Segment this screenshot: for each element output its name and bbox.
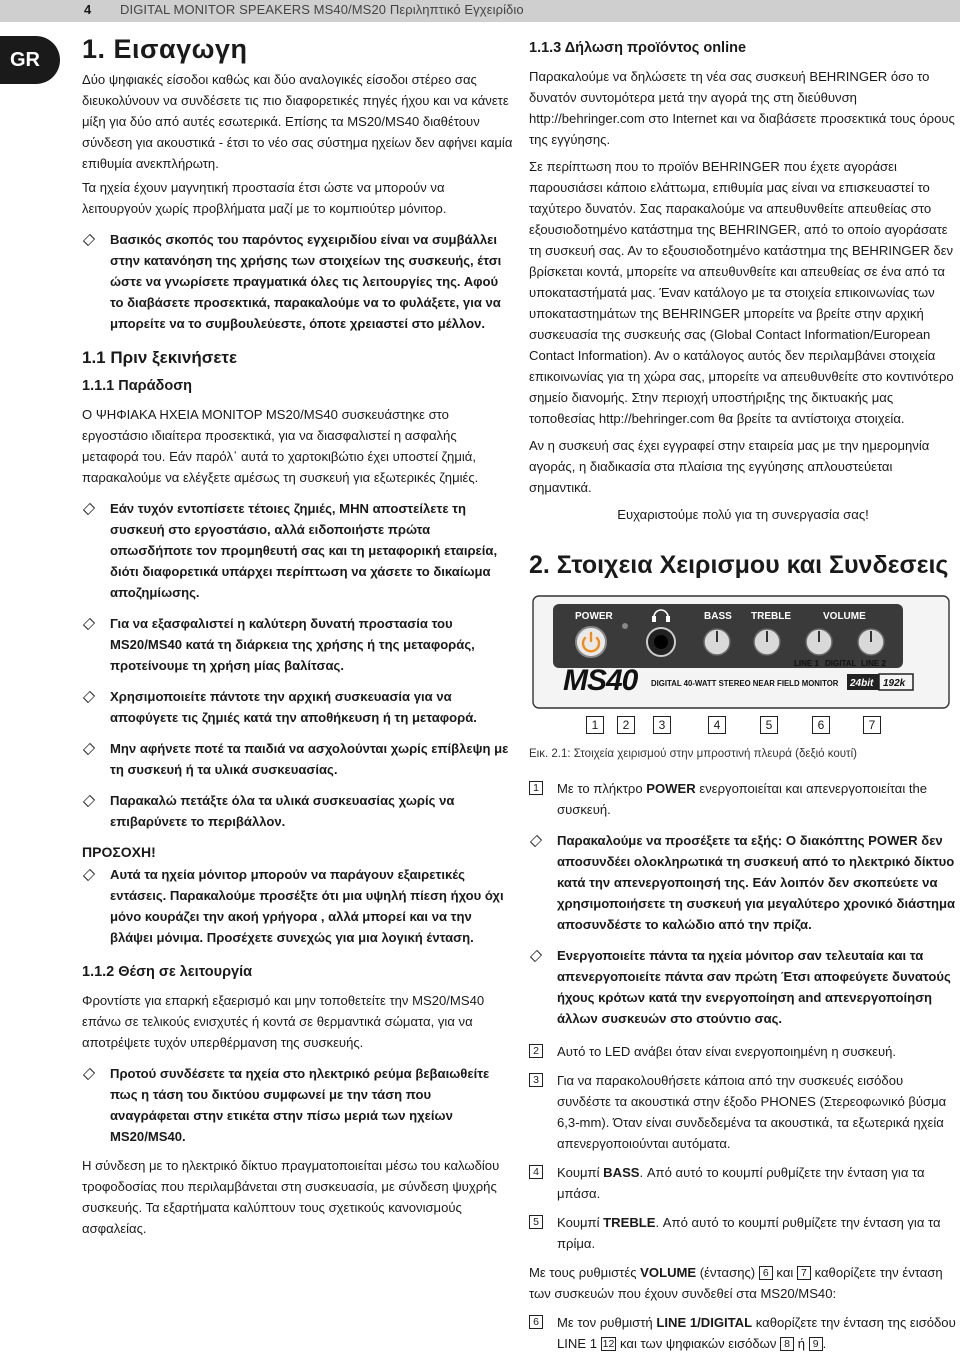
volume-label: VOLUME [823, 611, 866, 622]
figure-caption: Εικ. 2.1: Στοιχεία χειρισμού στην μπροστινή πλευρά (δεξιό κουτί) [529, 748, 857, 760]
operation-paragraph: Φροντίστε για επαρκή εξαερισμό και μην τοποθετείτε την MS20/MS40 επάνω σε τελικούς ενισχυτές ή κοντά σε θερμαντικά σώματα, για να αποτρέψετε τυχόν υπερθέρμανση της συσκευής. [82, 993, 485, 1050]
delivery-bullet: Παρακαλώ πετάξτε όλα τα υλικά συσκευασίας χωρίς να επιβαρύνετε το περιβάλλον. [82, 790, 514, 832]
control-item-3: 3 Για να παρακολουθήσετε κάποια από την συσκευές εισόδου συνδέστε τα ακουστικά στην έξοδο PHONES (Στερεοφωνικό βύσμα 6,3-mm). Όταν είναι συνδεδεμένα τα ακουστικά, τα εξωτερικά ηχεία απενεργοποιούνται αυτόματα. [529, 1070, 957, 1154]
svg-text:24bit: 24bit [850, 678, 874, 689]
heading-online-registration: 1.1.3 Δήλωση προϊόντος online [529, 40, 747, 56]
diamond-bullet-icon [83, 691, 94, 702]
callout-7: 7 [863, 716, 881, 734]
diamond-bullet-icon [83, 795, 94, 806]
control-item-2: 2 Αυτό το LED ανάβει όταν είναι ενεργοποιημένη η συσκευή. [529, 1041, 957, 1062]
callout-2: 2 [617, 716, 635, 734]
ms40-logo: MS40 [563, 664, 638, 697]
intro-paragraph-2: Τα ηχεία έχουν μαγνητική προστασία έτσι ώστε να μπορούν να λειτουργούν χωρίς προβλήματα μαζί με το κομπιούτερ μόνιτορ. [82, 180, 447, 216]
intro-paragraph-1: Δύο ψηφιακές είσοδοι καθώς και δύο αναλογικές είσοδοι στέρεο σας διευκολύνουν να συνδέσετε τις πιο διαφορετικές πηγές ήχου και να κάνετε μίξη για δύο από αυτές εσωτερικά. Επίσης τα MS20/MS40 διαθέτουν σύνδεση για ακουστικά - έτσι το νέο σας σύστημα ηχείων δεν αφήνει καμία επιθυμία ανεκπλήρωτη. [82, 72, 513, 171]
model-description: DIGITAL 40-WATT STEREO NEAR FIELD MONITOR [651, 679, 839, 688]
delivery-bullet: Για να εξασφαλιστεί η καλύτερη δυνατή προστασία του MS20/MS40 κατά τη διάρκεια της χρήσης ή της μεταφοράς, προτείνουμε τη χρήση μίας βαλίτσας. [82, 613, 514, 676]
power-label: POWER [575, 611, 613, 622]
item-number-badge: 1 [529, 781, 543, 795]
phones-jack [647, 628, 675, 656]
right-column [529, 40, 957, 1362]
diamond-bullet-icon [530, 835, 541, 846]
warranty-paragraph-2: Αν η συσκευή σας έχει εγγραφεί στην εταιρεία μας με την ημερομηνία αγοράς, η διαδικασία στα πλαίσια της εγγύησης απλουστεύεται σημαντικά. [529, 438, 930, 495]
diamond-bullet-icon [83, 869, 94, 880]
item-number-badge: 4 [529, 1165, 543, 1179]
diamond-bullet-icon [83, 1068, 94, 1079]
callout-4: 4 [708, 716, 726, 734]
heading-operation: 1.1.2 Θέση σε λειτουργία [82, 964, 253, 980]
digital-label: DIGITAL [825, 659, 857, 668]
left-column [82, 34, 514, 1242]
callout-numbers [529, 716, 957, 738]
page-number: 4 [84, 2, 92, 17]
section-title-introduction: 1. Εισαγωγη [82, 34, 248, 64]
front-panel-illustration [529, 594, 957, 714]
callout-6: 6 [812, 716, 830, 734]
diamond-bullet-icon [83, 503, 94, 514]
delivery-paragraph: Ο ΨΗΦΙΑΚΑ ΗΧΕΙΑ MONITOP MS20/MS40 συσκευάστηκε στο εργοστάσιο ιδιαίτερα προσεκτικά, για να διασφαλιστεί η ασφαλής μεταφορά του. Εάν παρόλ᾽ αυτά το χαρτοκιβώτιο έχει υποστεί ζημιά, παρακαλούμε να ελέγξετε αμέσως τη συσκευή για εξωτερικές ζημιές. [82, 407, 479, 485]
item-number-badge: 5 [529, 1215, 543, 1229]
thanks-text: Ευχαριστούμε πολύ για τη συνεργασία σας! [617, 507, 869, 522]
warning-bullet: Αυτά τα ηχεία μόνιτορ μπορούν να παράγουν εξαιρετικές εντάσεις. Παρακαλούμε προσέξτε ότι μια υψηλή πίεση ήχου όχι μόνο κουράζει την ακοή γρήγορα , αλλά μπορεί και να την βλάψει μόνιμα. Προσέχετε συνεχώς για μια λογική ένταση. [82, 864, 514, 948]
mains-paragraph: Η σύνδεση με το ηλεκτρικό δίκτυο πραγματοποιείται μέσω του καλωδίου τροφοδοσίας που περιλαμβάνεται στη συσκευασία, με σύνδεση ψυχρής συσκευής. Τα εξαρτήματα καλύπτουν τους σχετικούς κανονισμούς ασφαλείας. [82, 1158, 500, 1236]
control-item-6: 6 Με τον ρυθμιστή LINE 1/DIGITAL καθορίζετε την ένταση της εισόδου LINE 1 12 και των ψηφιακών εισόδων 8 ή 9 . [529, 1312, 957, 1354]
item-number-badge: 2 [529, 1044, 543, 1058]
online-paragraph: Παρακαλούμε να δηλώσετε τη νέα σας συσκευή BEHRINGER όσο το δυνατόν συντομότερα μετά την αγορά της στη διεύθυνση http://behringer.com στο Internet και να διαβάσετε προσεκτικά τους όρους της εγγύησης. [529, 69, 955, 147]
warning-title: ΠΡΟΣΟΧΗ! [82, 844, 156, 860]
callout-3: 3 [653, 716, 671, 734]
delivery-bullet: Χρησιμοποιείτε πάντοτε την αρχική συσκευασία για να αποφύγετε τις ζημιές κατά την αποθήκευση ή τη μεταφορά. [82, 686, 514, 728]
item-number-badge: 3 [529, 1073, 543, 1087]
delivery-bullet: Εάν τυχόν εντοπίσετε τέτοιες ζημιές, ΜΗΝ αποστείλετε τη συσκευή στο εργοστάσιο, αλλά ειδοποιήστε πρώτα οπωσδήποτε τον προμηθευτή σας και τη μεταφορική εταιρεία, διότι διαφορετικά υπάρχει περίπτωση να χάσετε το δικαίωμα αποζημίωσης. [82, 498, 514, 603]
volume-paragraph: Με τους ρυθμιστές VOLUME (έντασης) 6 και 7 καθορίζετε την ένταση των συσκευών που έχουν συνδεθεί στα MS20/MS40: [529, 1265, 943, 1301]
callout-5: 5 [760, 716, 778, 734]
line2-label: LINE 2 [861, 659, 886, 668]
intro-bullet: Βασικός σκοπός του παρόντος εγχειριδίου είναι να συμβάλλει στην κατανόηση της χρήσης των στοιχείων της συσκευής, έτσι ώστε να γνωρίσετε πραγματικά όλες τις λειτουργίες της. Αφού το διαβάσετε προσεκτικά, παρακαλούμε να το φυλάξετε, για να μπορείτε να το συμβουλεύεστε, όποτε χρειαστεί στο μέλλον. [82, 229, 514, 334]
operation-bullet: Προτού συνδέσετε τα ηχεία στο ηλεκτρικό ρεύμα βεβαιωθείτε πως η τάση του δικτύου συμφωνεί με την τάση που αναγράφεται στην ετικέτα στην πίσω μεριά των ηχείων MS20/MS40. [82, 1063, 514, 1147]
control-item-4: 4 Κουμπί BASS. Από αυτό το κουμπί ρυθμίζετε την ένταση για τα μπάσα. [529, 1162, 957, 1204]
line1-label: LINE 1 [794, 659, 819, 668]
page-header [0, 0, 960, 22]
bass-label: BASS [704, 611, 732, 622]
header-title: DIGITAL MONITOR SPEAKERS MS40/MS20 Περιληπτικό Εγχειρίδιο [120, 2, 524, 17]
control-item-5: 5 Κουμπί TREBLE. Από αυτό το κουμπί ρυθμίζετε την ένταση για τα πρίμα. [529, 1212, 957, 1254]
power-bullet: Παρακαλούμε να προσέξετε τα εξής: Ο διακόπτης POWER δεν αποσυνδέει ολοκληρωτικά τη συσκευή από το ηλεκτρικό δίκτυο κατά την απενεργοποιησή της. Εάν λοιπόν δεν σκοπεύετε να χρησιμοποιήσετε τη συσκευή για μεγαλύτερο χρονικό διάστημα αποσυνδέστε το καλώδιο από την πρίζα. [529, 830, 957, 935]
power-led [622, 623, 628, 629]
power-bullet: Ενεργοποιείτε πάντα τα ηχεία μόνιτορ σαν τελευταία και τα απενεργοποιείτε πάντα σαν πρώτη Έτσι αποφεύγετε δυνατούς ήχους κρότων κατά την ενεργοποίηση and απενεργοποίηση άλλων συσκευών στο στούντιο σας. [529, 945, 957, 1029]
heading-before-start: 1.1 Πριν ξεκινήσετε [82, 348, 238, 367]
heading-delivery: 1.1.1 Παράδοση [82, 378, 192, 394]
section-title-controls: 2. Στοιχεια Χειρισμου και Συνδεσεις [529, 551, 949, 579]
control-item-1: 1 Με το πλήκτρο POWER ενεργοποιείται και απενεργοποιείται the συσκευή. [529, 778, 957, 820]
diamond-bullet-icon [83, 234, 94, 245]
diamond-bullet-icon [83, 743, 94, 754]
callout-1: 1 [586, 716, 604, 734]
warranty-paragraph-1: Σε περίπτωση που το προϊόν BEHRINGER που έχετε αγοράσει παρουσιάσει κάποιο ελάττωμα, επιθυμία μας είναι να επισκευαστεί το ταχύτερο δυνατόν. Σας παρακαλούμε να απευθυνθείτε απευθείας στο εξουσιοδοτημένο κατάστημα της BEHRINGER, από το οποίο αγοράσατε τη συσκευή σας. Αν το εξουσιοδοτημένο κατάστημα της BEHRINGER δεν βρίσκεται κοντά, μπορείτε να απευθυνθείτε και απευθείας σε ένα από τα υποκαταστήματά μας. Έναν κατάλογο με τα στοιχεία επικοινωνίας των υποκαταστημάτων της BEHRINGER μπορείτε να βρείτε στην αρχική συσκευασία της συσκευής σας (Global Contact Information/European Contact Information). Αν ο κατάλογος αυτός δεν περιλαμβάνει στοιχεία επικοινωνίας για τη χώρα σας, μπορείτε να απευθυνθείτε στο κοντινότερο σημείο διανομής. Στην περιοχή υποστήριξης της δικτυακής μας τοποθεσίας http://behringer.com θα βρείτε τα αντίστοιχα στοιχεία. [529, 159, 954, 426]
diamond-bullet-icon [83, 618, 94, 629]
delivery-bullet: Μην αφήνετε ποτέ τα παιδιά να ασχολούνται χωρίς επίβλεψη με τη συσκευή ή τα υλικά συσκευασίας. [82, 738, 514, 780]
power-button [576, 627, 606, 657]
front-panel-figure [529, 594, 957, 714]
diamond-bullet-icon [530, 950, 541, 961]
language-tab: GR [0, 36, 60, 84]
treble-label: TREBLE [751, 611, 791, 622]
item-number-badge: 6 [529, 1315, 543, 1329]
svg-text:192k: 192k [883, 678, 906, 689]
